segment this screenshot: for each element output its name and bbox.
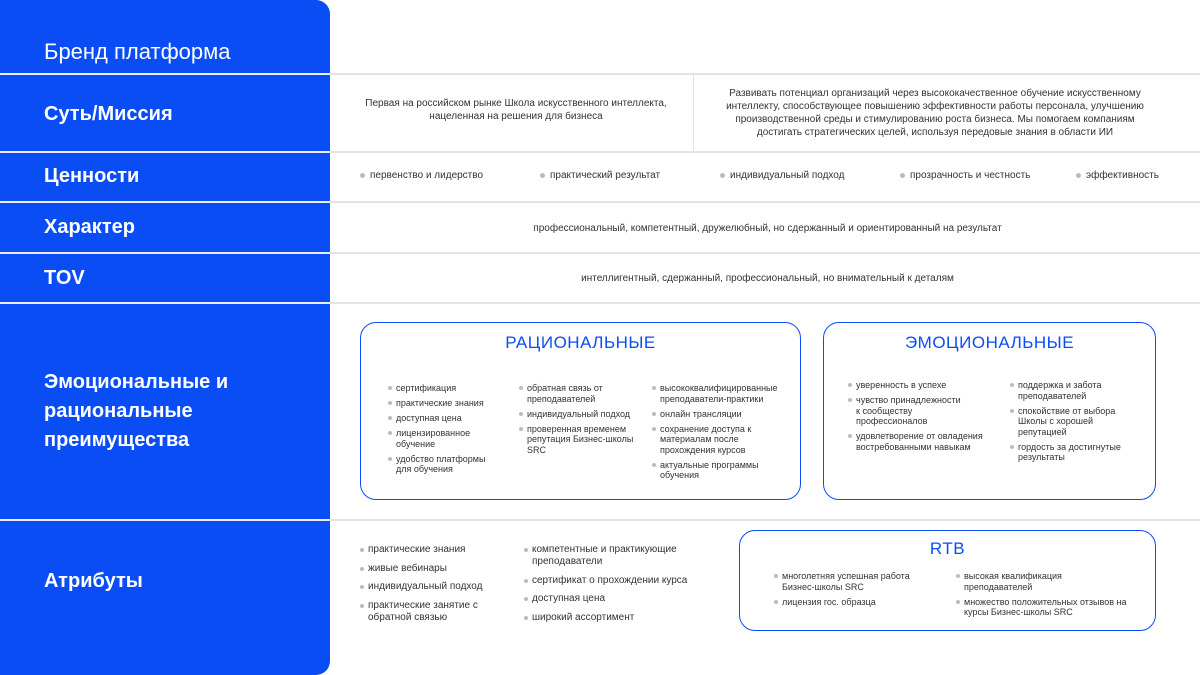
list-item: онлайн трансляции [652,409,787,420]
sidebar-divider [0,252,330,254]
column-divider [693,75,694,151]
row-label-attributes: Атрибуты [44,570,143,592]
sidebar-divider [0,519,330,521]
list-item: актуальные программы обучения [652,460,764,481]
list-item: доступная цена [524,593,714,605]
rational-list-1 [388,383,498,479]
list-item: спокойствие от выбора Школы с хорошей репутацией [1010,406,1130,438]
list-item: индивидуальный подход [519,409,641,420]
list-item: чувство принадлежности к сообществу профессионалов [848,395,966,427]
list-item: лицензия гос. образца [774,597,924,608]
value-item: прозрачность и честность [900,170,1030,181]
list-item: обратная связь от преподавателей [519,383,619,404]
row-label-values: Ценности [44,165,140,187]
rational-list-3 [652,383,787,485]
rtb-title: RTB [929,539,966,558]
bullet-icon [1076,173,1081,178]
rational-list-2 [519,383,641,460]
bullet-icon [540,173,545,178]
list-item: широкий ассортимент [524,612,714,624]
list-item: многолетняя успешная работа Бизнес-школы SRC [774,571,914,592]
row-label-benefits: Эмоциональные и рациональные преимущества [44,371,229,451]
list-item: удобство платформы для обучения [388,454,492,475]
rtb-list-1 [774,571,924,612]
list-item: высокая квалификация преподавателей [956,571,1076,592]
list-item: практические занятие с обратной связью [360,600,482,624]
rational-benefits-box [360,322,801,500]
emotional-title: ЭМОЦИОНАЛЬНЫЕ [904,333,1075,352]
list-item: практические знания [360,544,510,556]
rtb-list-2 [956,571,1146,622]
rational-title: РАЦИОНАЛЬНЫЕ [505,333,656,352]
list-item: живые вебинары [360,563,510,575]
row-label-tov: TOV [44,267,85,289]
list-item: практические знания [388,398,498,409]
emotional-list-2 [1010,380,1138,467]
list-item: компетентные и практикующие преподаватели [524,544,690,568]
sidebar-divider [0,302,330,304]
bullet-icon [720,173,725,178]
list-item: гордость за достигнутые результаты [1010,442,1134,463]
list-item: лицензированное обучение [388,428,484,449]
row-label-character: Характер [44,216,135,238]
list-item: удовлетворение от овладения востребованными навыкам [848,431,984,452]
bullet-icon [360,173,365,178]
list-item: сертификат о прохождении курса [524,575,714,587]
list-item: доступная цена [388,413,498,424]
list-item: множество положительных отзывов на курсы Бизнес-школы SRC [956,597,1144,618]
attributes-list-1 [360,544,510,630]
character-text: профессиональный, компетентный, дружелюбный, но сдержанный и ориентированный на результат [533,223,1002,234]
list-item: высококвалифицированные преподаватели-практики [652,383,787,404]
rtb-box [739,530,1156,631]
tov-text: интеллигентный, сдержанный, профессиональный, но внимательный к деталям [581,273,954,284]
value-item: первенство и лидерство [360,170,483,181]
row-label-mission: Суть/Миссия [44,103,173,125]
sidebar-divider [0,201,330,203]
page-title: Бренд платформа [44,39,231,64]
sidebar-divider [0,73,330,75]
bullet-icon [900,173,905,178]
essence-text: Первая на российском рынке Школа искусственного интеллекта, нацеленная на решения для бизнеса [365,98,667,122]
value-item: практический результат [540,170,660,181]
sidebar-divider [0,151,330,153]
value-item: эффективность [1076,170,1159,181]
list-item: сохранение доступа к материалам после прохождения курсов [652,424,760,456]
attributes-list-2 [524,544,714,630]
list-item: сертификация [388,383,498,394]
list-item: проверенная временем репутация Бизнес-школы SRC [519,424,637,456]
value-item: индивидуальный подход [720,170,845,181]
emotional-list-1 [848,380,988,457]
emotional-benefits-box [823,322,1156,500]
list-item: поддержка и забота преподавателей [1010,380,1110,401]
mission-text: Развивать потенциал организаций через высококачественное обучение искусственному интеллекту, способствующее повышению эффективности работы персонала, улучшению производственной среды и стимулированию роста бизнеса. Мы помогаем компаниям достигать стратегических целей, используя передовые знания в области ИИ [726,88,1144,138]
list-item: индивидуальный подход [360,581,510,593]
list-item: уверенность в успехе [848,380,988,391]
